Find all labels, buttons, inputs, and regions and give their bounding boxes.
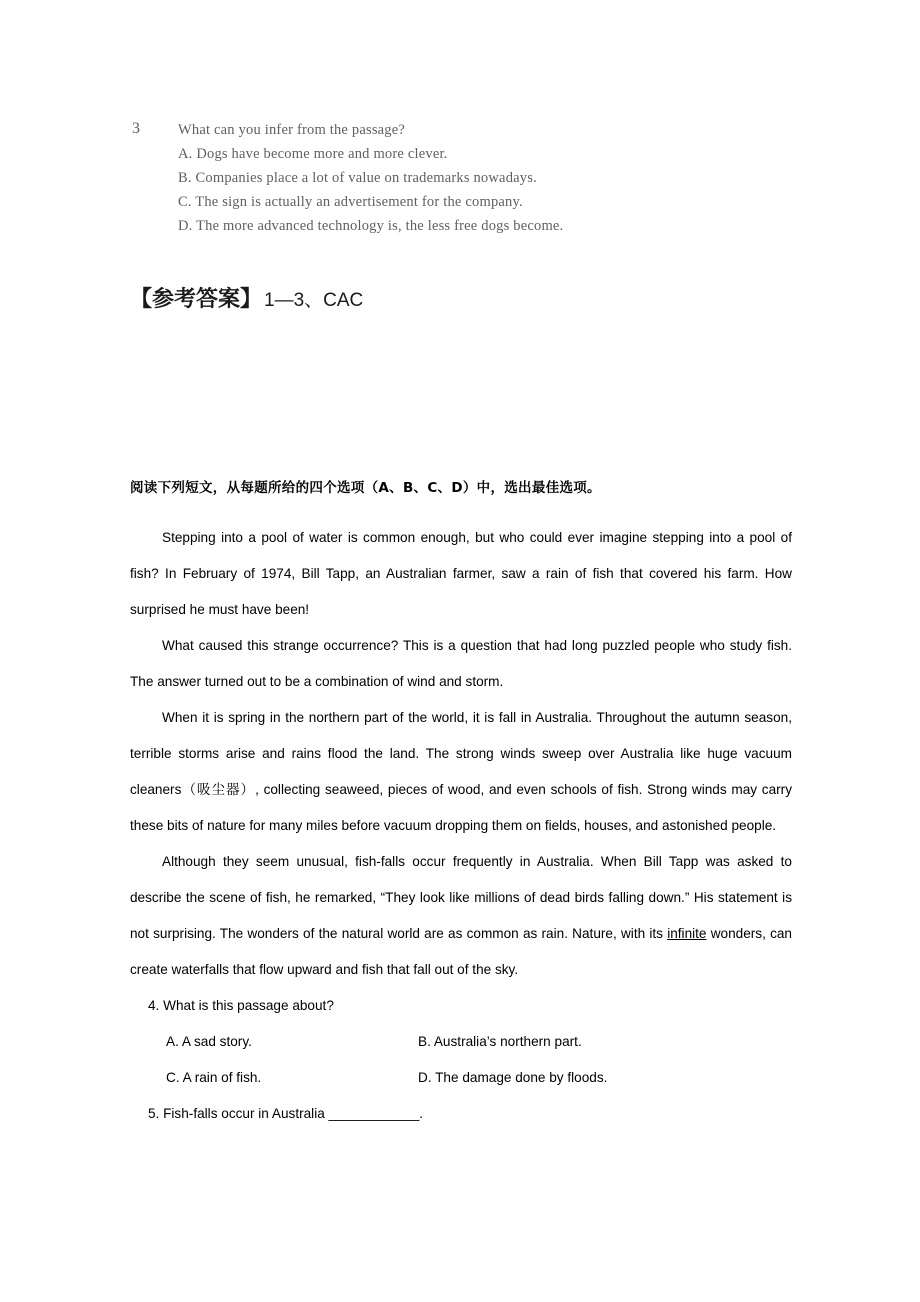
passage-paragraph-4: Although they seem unusual, fish-falls occur frequently in Australia. When Bill Tapp was asked to describe the scene of fish, he remarked, “They look like millions of dead birds falling down.” His statement is not surprising. The wonders of the natural world are as common as rain. Nature, with its infinite wonders, can create waterfalls that flow upward and fish that fall out of the sky. (130, 854, 792, 977)
reference-answer-label: 【参考答案】 (130, 287, 263, 312)
question-number: 3 (132, 120, 141, 137)
passage-paragraph-2: What caused this strange occurrence? This is a question that had long puzzled people who study fish. The answer turned out to be a combination of wind and storm. (130, 638, 792, 689)
question-4-options-row-1 (130, 1024, 792, 1060)
scanned-option-d: D. The more advanced technology is, the less free dogs become. (178, 218, 564, 234)
passage-paragraph-1: Stepping into a pool of water is common enough, but who could ever imagine stepping into a pool of fish? In February of 1974, Bill Tapp, an Australian farmer, saw a rain of fish that covered his farm. How surprised he must have been! (130, 530, 792, 617)
question-4-option-c[interactable]: C. A rain of fish. (166, 1070, 262, 1085)
question-5 (130, 1096, 792, 1132)
scanned-option-a: A. Dogs have become more and more clever. (178, 146, 448, 162)
passage-paragraph-3: When it is spring in the northern part of the world, it is fall in Australia. Throughout the autumn season, terrible storms arise and rains flood the land. The strong winds sweep over Australia like huge vacuum cleaners（吸尘器）, collecting seaweed, pieces of wood, and even schools of fish. Strong winds may carry these bits of nature for many miles before vacuum dropping them on fields, houses, and astonished people. (130, 710, 792, 833)
underlined-word: infinite (667, 926, 707, 941)
reference-answer-value: 1—3、CAC (264, 290, 364, 311)
chinese-gloss: （吸尘器） (181, 782, 256, 798)
question-4-stem: 4. What is this passage about? (148, 998, 334, 1013)
question-text: What can you infer from the passage? (178, 122, 406, 138)
scanned-question-stem (132, 118, 812, 142)
question-4-option-a[interactable]: A. A sad story. (166, 1034, 252, 1049)
question-4-options-row-2 (130, 1060, 792, 1096)
question-4 (130, 988, 792, 1096)
question-4-option-d[interactable]: D. The damage done by floods. (418, 1070, 608, 1085)
question-5-stem: 5. Fish-falls occur in Australia ____________. (148, 1106, 424, 1121)
section-instruction: 阅读下列短文，从每题所给的四个选项（A、B、C、D）中，选出最佳选项。 (130, 480, 601, 496)
scanned-option-b: B. Companies place a lot of value on trademarks nowadays. (178, 170, 537, 186)
scanned-option-c: C. The sign is actually an advertisement for the company. (178, 194, 523, 210)
question-4-option-b[interactable]: B. Australia’s northern part. (418, 1034, 582, 1049)
scanned-question-block (132, 118, 812, 238)
reference-answer (130, 282, 363, 313)
reading-section (130, 476, 792, 1132)
